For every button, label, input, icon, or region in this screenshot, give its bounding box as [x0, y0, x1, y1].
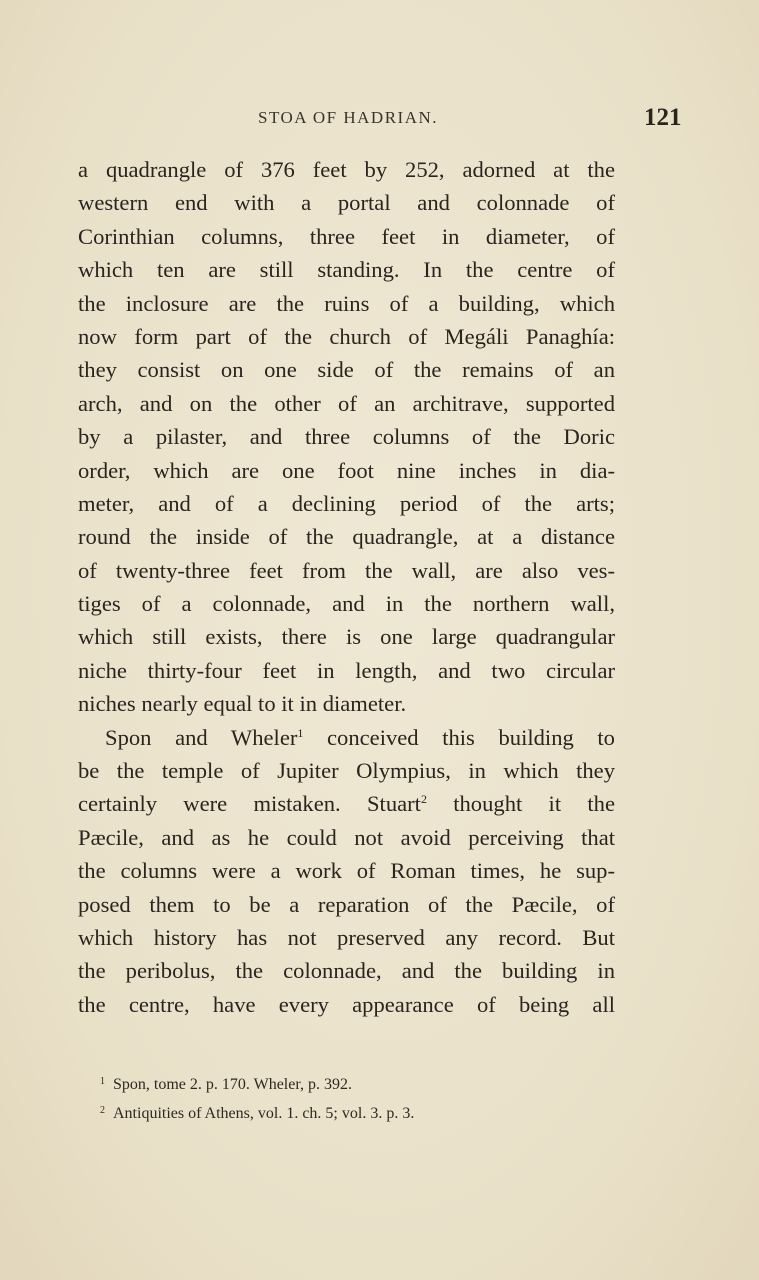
text-line: the inclosure are the ruins of a building, which — [78, 290, 615, 316]
footnote-1 — [100, 1067, 540, 1096]
text-line: the centre, have every appearance of being all — [78, 991, 615, 1017]
running-head: STOA OF HADRIAN. — [257, 108, 438, 127]
text-line: be the temple of Jupiter Olympius, in which they — [78, 758, 615, 784]
main-text — [78, 153, 615, 1021]
text-segment: thought it the — [426, 791, 615, 817]
text-line: niches nearly equal to it in diameter. — [78, 691, 407, 717]
paragraph-2-line-3 — [78, 787, 615, 820]
text-line: round the inside of the quadrangle, at a distance — [78, 524, 615, 550]
text-segment: Spon and Wheler — [105, 724, 298, 750]
text-line: posed them to be a reparation of the Pæcile, of — [78, 891, 615, 917]
text-line: Corinthian columns, three feet in diameter, of — [78, 223, 615, 249]
footnotes — [100, 1067, 540, 1125]
text-segment: certainly were mistaken. Stuart — [78, 791, 421, 817]
text-line: tiges of a colonnade, and in the northern wall, — [78, 591, 615, 617]
text-line: which still exists, there is one large quadrangular — [78, 624, 615, 650]
text-line: arch, and on the other of an architrave, supported — [78, 390, 615, 416]
text-line: which history has not preserved any record. But — [78, 924, 615, 950]
footnote-mark: 2 — [100, 1105, 105, 1116]
footnote-2 — [100, 1096, 540, 1125]
footnote-ref-1: 1 — [297, 725, 304, 740]
text-line: by a pilaster, and three columns of the Doric — [78, 424, 615, 450]
text-line: they consist on one side of the remains of an — [78, 357, 615, 383]
text-line: which ten are still standing. In the centre of — [78, 257, 615, 283]
footnote-ref-2: 2 — [420, 792, 427, 807]
text-line: meter, and of a declining period of the arts; — [78, 490, 615, 516]
text-line: the columns were a work of Roman times, he sup- — [78, 858, 615, 884]
text-line: order, which are one foot nine inches in dia- — [78, 457, 615, 483]
text-segment: conceived this building to — [303, 724, 615, 750]
page-number: 121 — [644, 104, 682, 131]
text-line: Pæcile, and as he could not avoid perceiving that — [78, 824, 615, 850]
text-line: now form part of the church of Megáli Panaghía: — [78, 323, 615, 349]
text-line: of twenty-three feet from the wall, are also ves- — [78, 557, 615, 583]
footnote-text: Spon, tome 2. p. 170. Wheler, p. 392. — [113, 1076, 353, 1093]
text-line: western end with a portal and colonnade of — [78, 190, 615, 216]
footnote-mark: 1 — [100, 1076, 105, 1087]
footnote-text: Antiquities of Athens, vol. 1. ch. 5; vol. 3. p. 3. — [113, 1105, 415, 1122]
text-line: the peribolus, the colonnade, and the building in — [78, 958, 615, 984]
text-line: niche thirty-four feet in length, and two circular — [78, 657, 615, 683]
paragraph-2-line-1 — [78, 721, 615, 754]
text-line: a quadrangle of 376 feet by 252, adorned at the — [78, 157, 615, 182]
